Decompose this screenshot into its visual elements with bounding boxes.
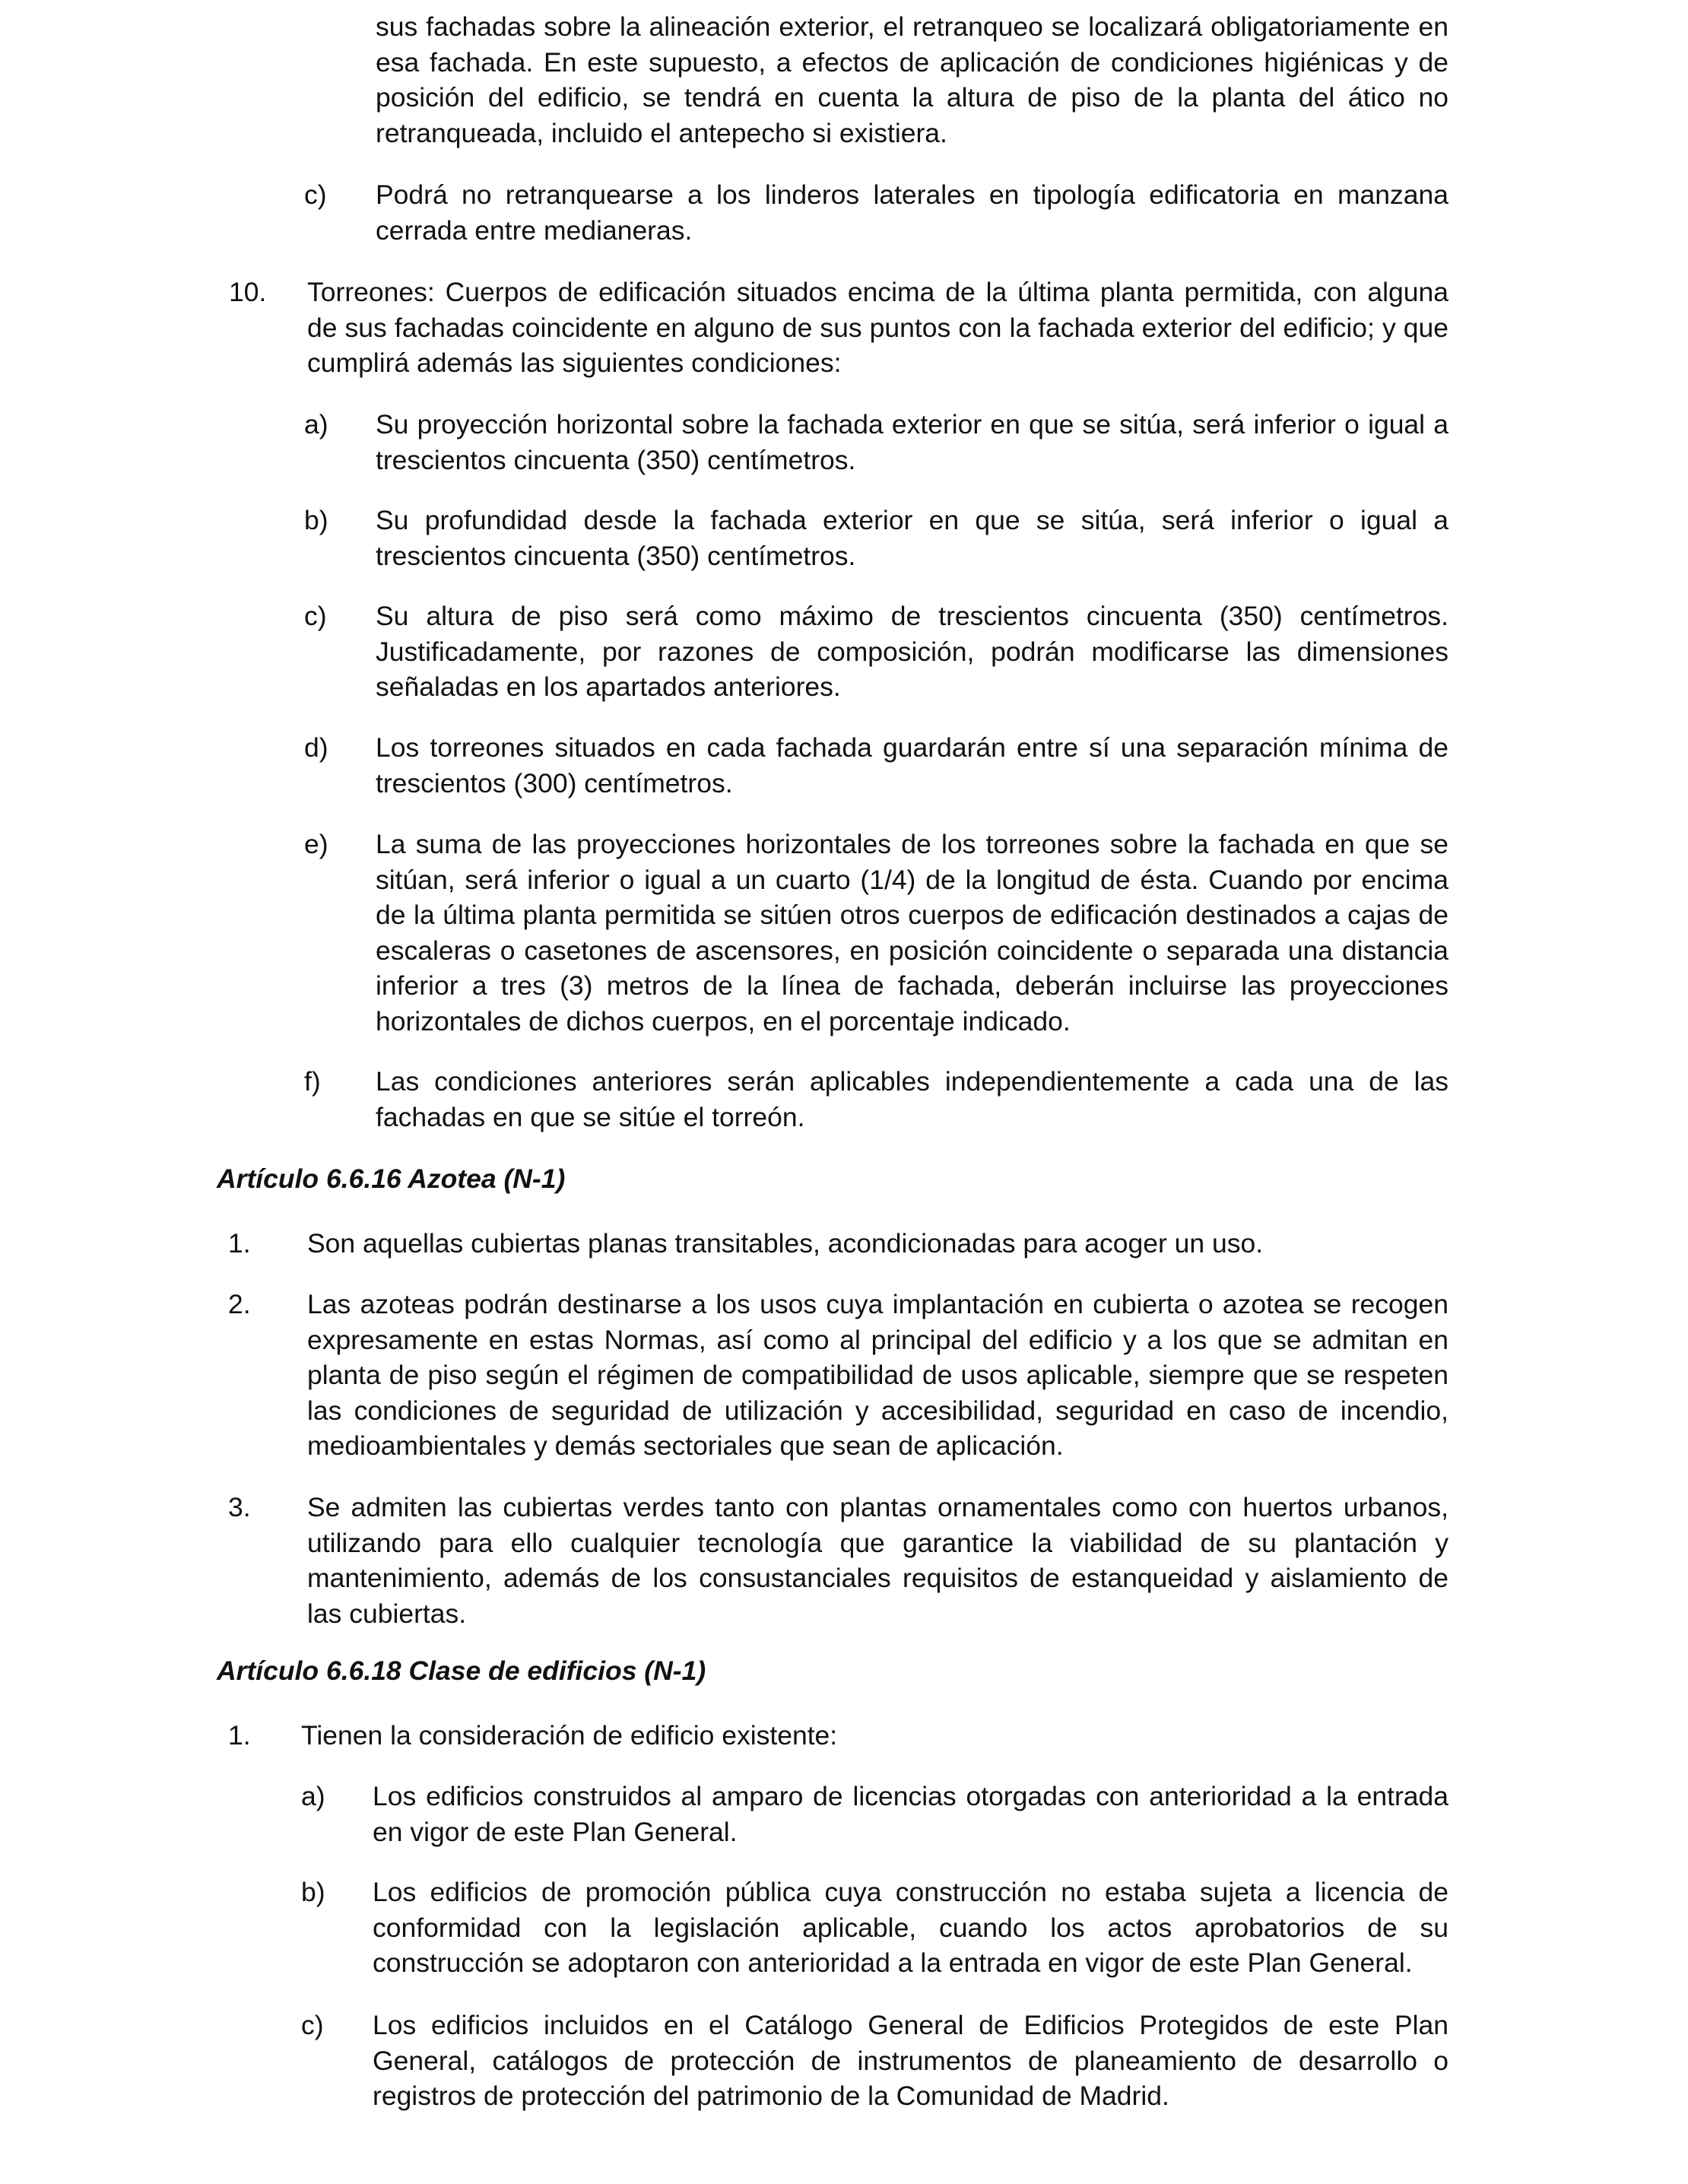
list-label: c)	[301, 2010, 324, 2040]
list-item-text: Los edificios construidos al amparo de licencias otorgadas con anterioridad a la entrada en vigor de este Plan General.	[373, 1781, 1448, 1847]
list-item-text: Los torreones situados en cada fachada guardarán entre sí una separación mínima de trescientos (300) centímetros.	[376, 732, 1448, 798]
list-item-text: Torreones: Cuerpos de edificación situados encima de la última planta permitida, con alguna de sus fachadas coincidente en alguno de sus puntos con la fachada exterior del edificio; y que cumplirá además las siguientes condiciones:	[307, 277, 1448, 378]
list-label: 1.	[228, 1228, 251, 1259]
list-item-text: Son aquellas cubiertas planas transitables, acondicionadas para acoger un uso.	[307, 1228, 1264, 1259]
list-label: b)	[301, 1877, 325, 1907]
list-label: c)	[304, 601, 327, 631]
article-heading: Artículo 6.6.18 Clase de edificios (N-1)	[217, 1655, 706, 1686]
list-label: e)	[304, 829, 328, 859]
list-label: 2.	[228, 1289, 251, 1319]
continuation-paragraph: sus fachadas sobre la alineación exterior, el retranqueo se localizará obligatoriamente en esa fachada. En este supuesto, a efectos de aplicación de condiciones higiénicas y de posición del edificio, se tendrá en cuenta la altura de piso de la planta del ático no retranqueada, incluido el antepecho si existiera.	[376, 11, 1448, 148]
list-item-text: Las condiciones anteriores serán aplicables independientemente a cada una de las fachadas en que se sitúe el torreón.	[376, 1066, 1448, 1132]
list-label: 10.	[229, 277, 267, 307]
list-item-text: Se admiten las cubiertas verdes tanto con plantas ornamentales como con huertos urbanos, utilizando para ello cualquier tecnología que garantice la viabilidad de su plantación y mantenimiento, además de los consustanciales requisitos de estanqueidad y aislamiento de las cubiertas.	[307, 1492, 1448, 1629]
list-item-text: Las azoteas podrán destinarse a los usos cuya implantación en cubierta o azotea se recogen expresamente en estas Normas, así como al principal del edificio y a los que se admitan en planta de piso según el régimen de compatibilidad de usos aplicable, siempre que se respeten las condiciones de seguridad de utilización y accesibilidad, seguridad en caso de incendio, medioambientales y demás sectoriales que sean de aplicación.	[307, 1289, 1448, 1461]
list-item-text: La suma de las proyecciones horizontales de los torreones sobre la fachada en que se sitúan, será inferior o igual a un cuarto (1/4) de la longitud de ésta. Cuando por encima de la última planta permitida se sitúen otros cuerpos de edificación destinados a cajas de escaleras o casetones de ascensores, en posición coincidente o separada una distancia inferior a tres (3) metros de la línea de fachada, deberán incluirse las proyecciones horizontales de dichos cuerpos, en el porcentaje indicado.	[376, 829, 1448, 1036]
list-label: 3.	[228, 1492, 251, 1522]
list-item-text: Los edificios de promoción pública cuya construcción no estaba sujeta a licencia de conformidad con la legislación aplicable, cuando los actos aprobatorios de su construcción se adoptaron con anterioridad a la entrada en vigor de este Plan General.	[373, 1877, 1448, 1978]
list-label: 1.	[228, 1720, 251, 1751]
list-label: a)	[301, 1781, 325, 1811]
list-item-text: Podrá no retranquearse a los linderos laterales en tipología edificatoria en manzana cerrada entre medianeras.	[376, 179, 1448, 246]
list-item-text: Los edificios incluidos en el Catálogo General de Edificios Protegidos de este Plan General, catálogos de protección de instrumentos de planeamiento de desarrollo o registros de protección del patrimonio de la Comunidad de Madrid.	[373, 2010, 1448, 2111]
list-label: f)	[304, 1066, 321, 1097]
list-item-text: Su altura de piso será como máximo de trescientos cincuenta (350) centímetros. Justificadamente, por razones de composición, podrán modificarse las dimensiones señaladas en los apartados anteriores.	[376, 601, 1448, 702]
list-item-text: Su proyección horizontal sobre la fachada exterior en que se sitúa, será inferior o igual a trescientos cincuenta (350) centímetros.	[376, 409, 1448, 475]
list-label: d)	[304, 732, 328, 763]
article-heading: Artículo 6.6.16 Azotea (N-1)	[217, 1163, 566, 1194]
list-label: a)	[304, 409, 328, 440]
list-item-text: Tienen la consideración de edificio existente:	[301, 1720, 838, 1751]
list-label: b)	[304, 505, 328, 535]
list-label: c)	[304, 179, 327, 210]
list-item-text: Su profundidad desde la fachada exterior en que se sitúa, será inferior o igual a trescientos cincuenta (350) centímetros.	[376, 505, 1448, 571]
